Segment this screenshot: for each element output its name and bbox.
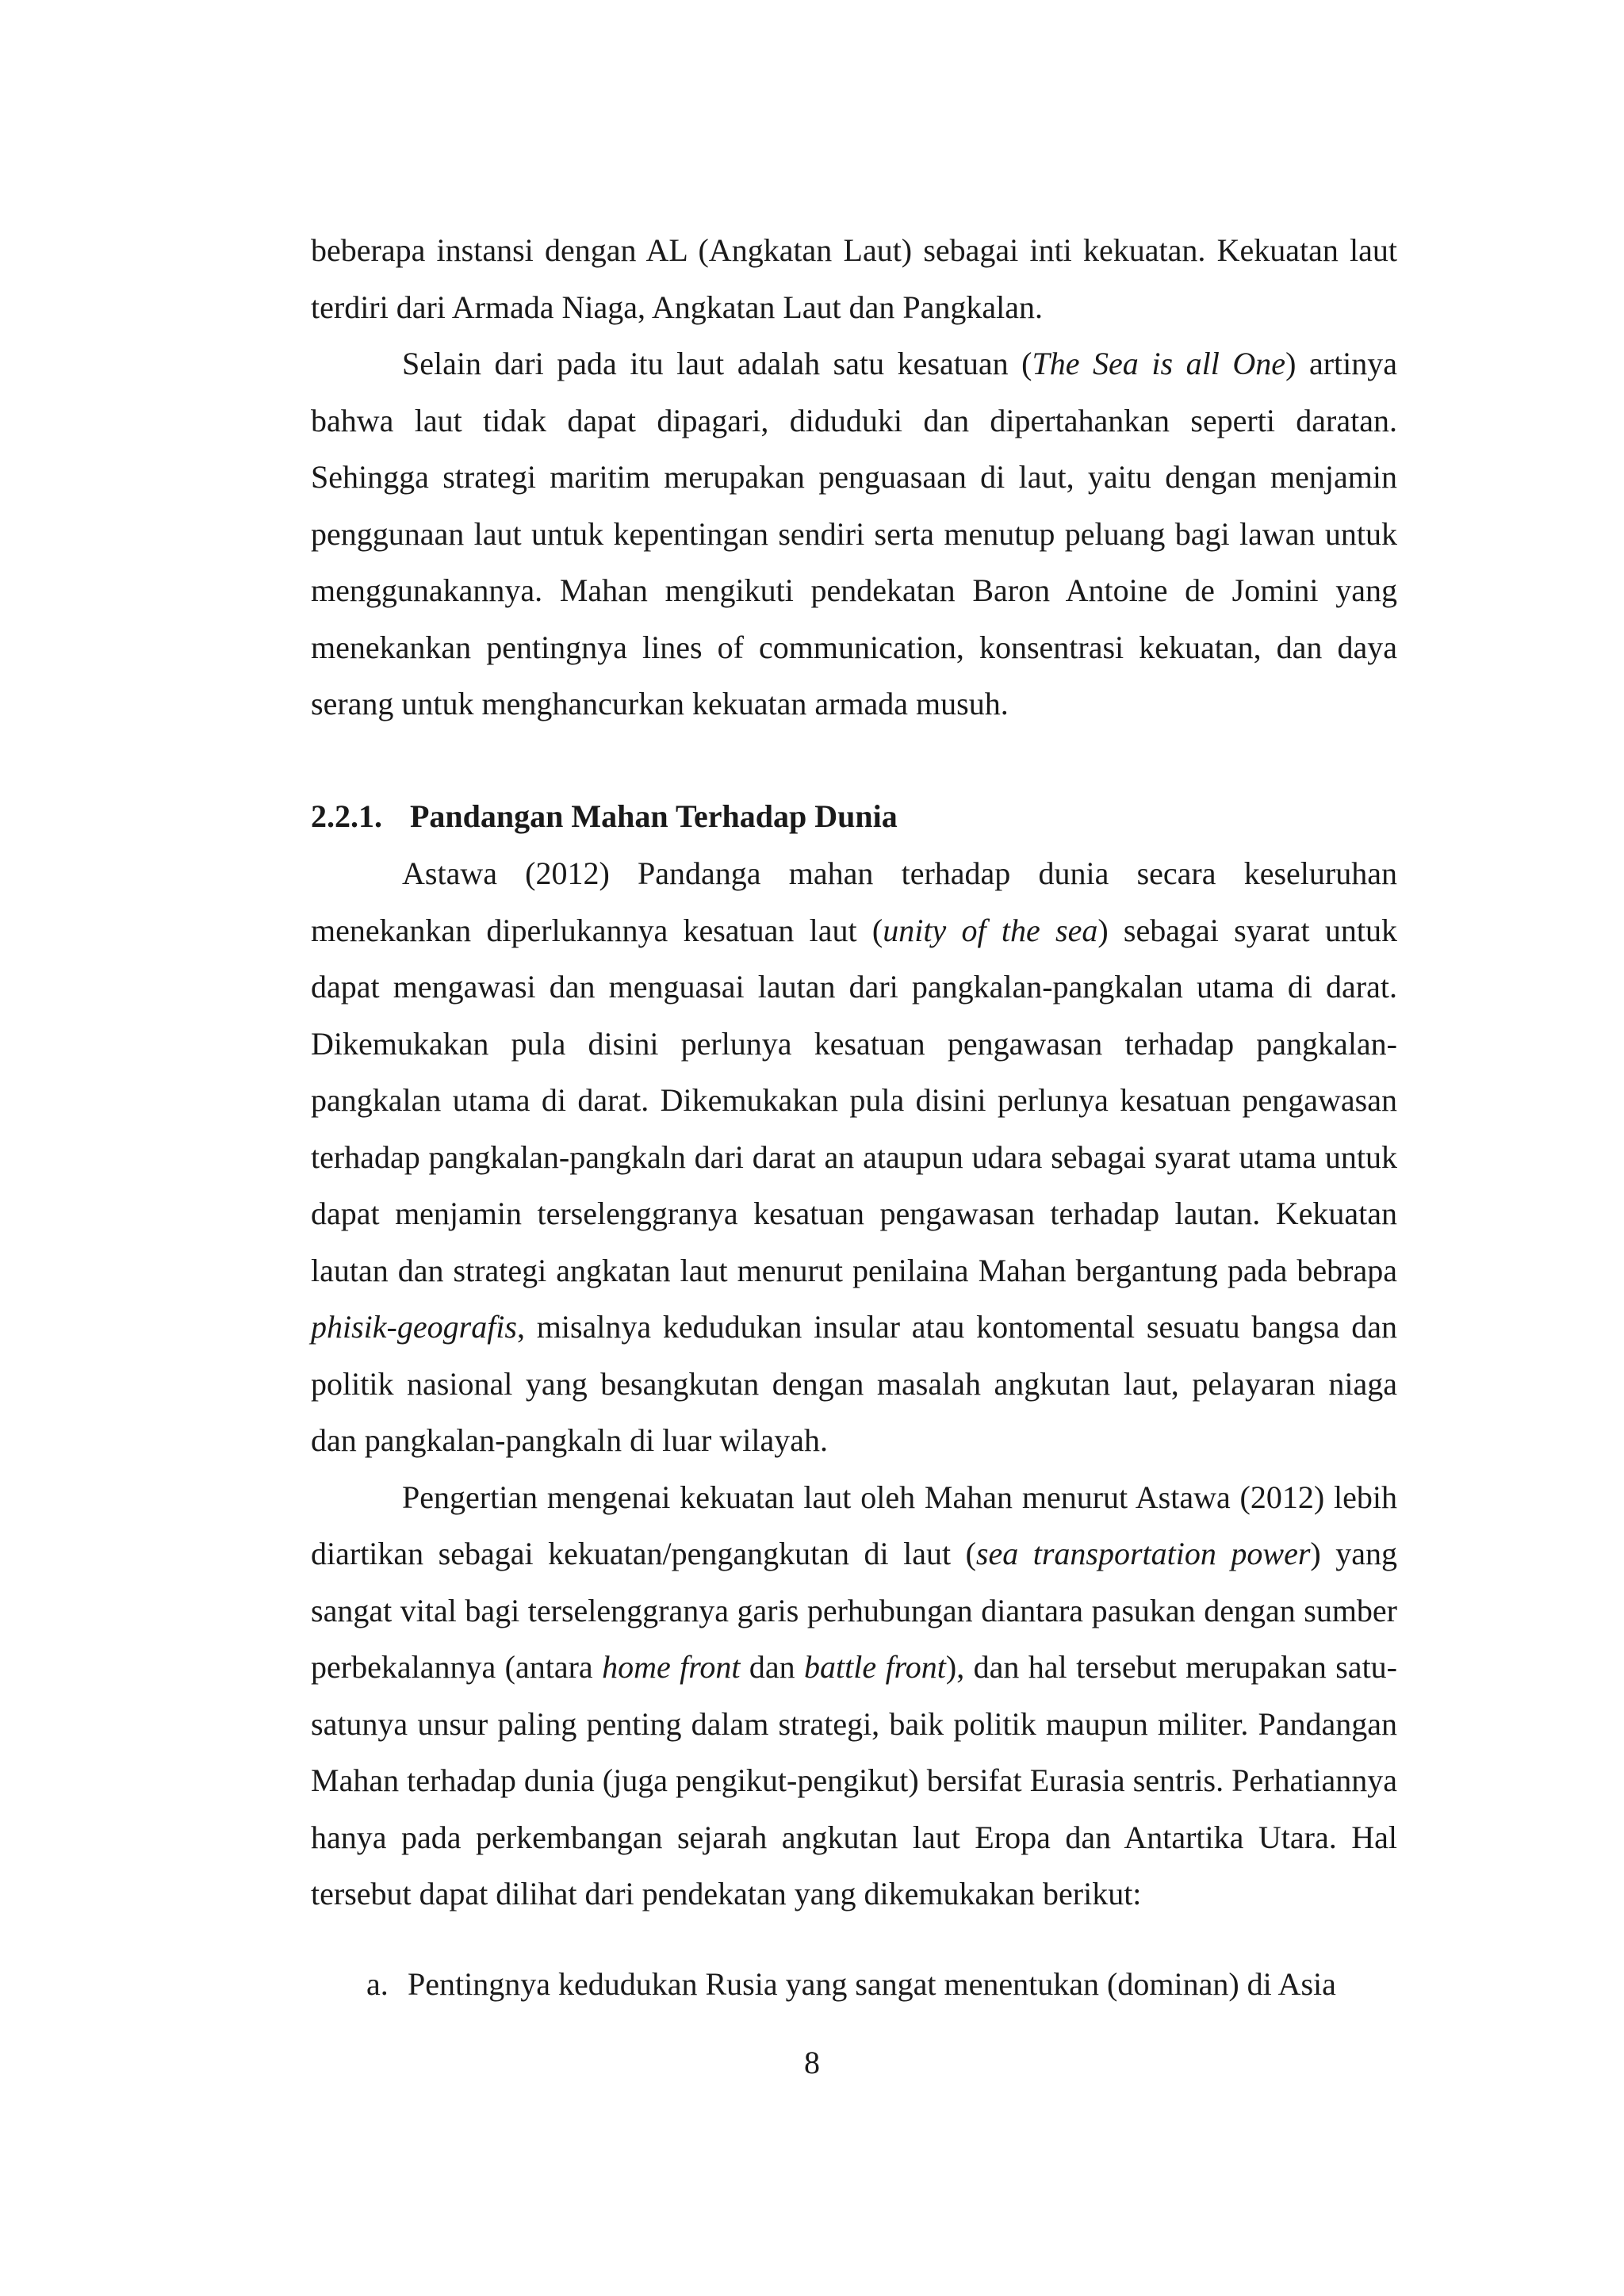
list-item-marker: a. xyxy=(366,1966,389,2002)
section-paragraph-2-text-b: ) yang sangat vital bagi terselenggranya garis perhubungan diantara pasukan dengan sumber perbekalannya (antara xyxy=(311,1536,1397,1685)
intro-paragraph-2-text-b: ) artinya bahwa laut tidak dapat dipagari, diduduki dan dipertahankan seperti daratan. Sehingga strategi maritim merupakan penguasaan di laut, yaitu dengan menjamin penggunaan laut untuk kepentingan sendiri serta menutup peluang bagi lawan untuk menggunakannya. Mahan mengikuti pendekatan Baron Antoine de Jomini yang menekankan pentingnya lines of communication, konsentrasi kekuatan, dan daya serang untuk menghancurkan kekuatan armada musuh. xyxy=(311,346,1398,721)
section-paragraph-1-italic-2: phisik-geografis xyxy=(311,1309,517,1345)
section-paragraph-1-text-a: Astawa (2012) Pandanga mahan terhadap dunia secara keseluruhan menekankan diperlukannya kesatuan laut ( xyxy=(311,855,1397,948)
intro-text xyxy=(311,222,1397,733)
list-item xyxy=(366,1956,1397,2013)
intro-paragraph-2 xyxy=(311,335,1397,733)
section-paragraph-1 xyxy=(311,845,1397,1469)
section-number: 2.2.1. xyxy=(311,798,382,834)
section-paragraph-1-italic-1: unity of the sea xyxy=(883,912,1098,948)
section-paragraph-2-italic-2: home front xyxy=(602,1649,741,1685)
section-heading xyxy=(311,788,1397,845)
section-paragraph-1-text-b: ) sebagai syarat untuk dapat mengawasi dan menguasai lautan dari pangkalan-pangkalan utama di darat. Dikemukakan pula disini perlunya kesatuan pengawasan terhadap pangkalan-pangkalan utama di darat. Dikemukakan pula disini perlunya kesatuan pengawasan terhadap pangkalan-pangkaln dari darat an ataupun udara sebagai syarat utama untuk dapat menjamin terselenggranya kesatuan pengawasan terhadap lautan. Kekuatan lautan dan strategi angkatan laut menurut penilaina Mahan bergantung pada bebrapa xyxy=(311,912,1398,1288)
page-number: 8 xyxy=(804,2045,820,2080)
section-title: Pandangan Mahan Terhadap Dunia xyxy=(410,798,898,834)
section-paragraph-2-italic-1: sea transportation power xyxy=(975,1536,1311,1571)
section-paragraph-2-text-c: dan xyxy=(740,1649,805,1685)
section-paragraph-2-text-d: ), dan hal tersebut merupakan satu-satunya unsur paling penting dalam strategi, baik politik maupun militer. Pandangan Mahan terhadap dunia (juga pengikut-pengikut) bersifat Eurasia sentris. Perhatiannya hanya pada perkembangan sejarah angkutan laut Eropa dan Antartika Utara. Hal tersebut dapat dilihat dari pendekatan yang dikemukakan berikut: xyxy=(311,1649,1397,1911)
intro-paragraph-1 xyxy=(311,222,1397,335)
list-item-text: Pentingnya kedudukan Rusia yang sangat menentukan (dominan) di Asia xyxy=(408,1966,1336,2002)
section-body xyxy=(311,845,1397,1923)
section-paragraph-2-italic-3: battle front xyxy=(804,1649,946,1685)
section-paragraph-2-text-a: Pengertian mengenai kekuatan laut oleh Mahan menurut Astawa (2012) lebih diartikan sebagai kekuatan/pengangkutan di laut ( xyxy=(311,1479,1397,1571)
section-paragraph-2 xyxy=(311,1469,1397,1923)
section-paragraph-1-text-c: , misalnya kedudukan insular atau kontomental sesuatu bangsa dan politik nasional yang besangkutan dengan masalah angkutan laut, pelayaran niaga dan pangkalan-pangkaln di luar wilayah. xyxy=(311,1309,1397,1458)
intro-paragraph-2-text-a: Selain dari pada itu laut adalah satu kesatuan ( xyxy=(402,346,1032,381)
intro-paragraph-1-text: beberapa instansi dengan AL (Angkatan Laut) sebagai inti kekuatan. Kekuatan laut terdiri dari Armada Niaga, Angkatan Laut dan Pangkalan. xyxy=(311,232,1397,325)
intro-paragraph-2-italic: The Sea is all One xyxy=(1032,346,1286,381)
